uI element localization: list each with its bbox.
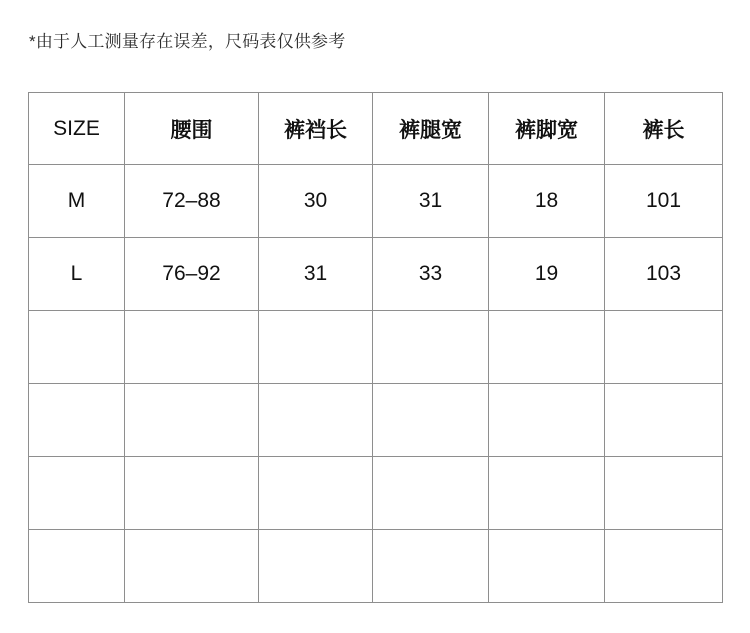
table-row: [29, 384, 723, 457]
cell-empty: [373, 311, 489, 384]
cell-empty: [125, 530, 259, 603]
cell-empty: [605, 311, 723, 384]
row-label-empty: [29, 457, 125, 530]
cell-empty: [373, 457, 489, 530]
table-row: [29, 311, 723, 384]
cell-empty: [125, 311, 259, 384]
row-label-l: L: [29, 238, 125, 311]
cell-empty: [259, 457, 373, 530]
cell-empty: [125, 384, 259, 457]
cell-l-leg-width: 33: [373, 238, 489, 311]
cell-empty: [605, 384, 723, 457]
cell-empty: [489, 311, 605, 384]
cell-m-crotch-length: 30: [259, 165, 373, 238]
header-cell-leg-width: 裤腿宽: [373, 93, 489, 165]
cell-empty: [489, 384, 605, 457]
table-row: [29, 238, 723, 311]
table-row: [29, 165, 723, 238]
cell-empty: [605, 530, 723, 603]
measurement-disclaimer: *由于人工测量存在误差，尺码表仅供参考: [29, 32, 346, 51]
cell-m-leg-width: 31: [373, 165, 489, 238]
cell-l-pant-length: 103: [605, 238, 723, 311]
size-table: [28, 92, 723, 603]
size-table-container: [28, 92, 722, 603]
table-row: [29, 530, 723, 603]
cell-empty: [125, 457, 259, 530]
row-label-m: M: [29, 165, 125, 238]
cell-m-waist: 72–88: [125, 165, 259, 238]
header-cell-size: SIZE: [29, 93, 125, 165]
cell-m-hem-width: 18: [489, 165, 605, 238]
cell-empty: [259, 530, 373, 603]
row-label-empty: [29, 311, 125, 384]
header-cell-crotch-length: 裤裆长: [259, 93, 373, 165]
cell-empty: [605, 457, 723, 530]
cell-empty: [259, 384, 373, 457]
cell-empty: [489, 457, 605, 530]
table-header-row: [29, 93, 723, 165]
cell-empty: [489, 530, 605, 603]
cell-l-crotch-length: 31: [259, 238, 373, 311]
cell-l-waist: 76–92: [125, 238, 259, 311]
cell-empty: [259, 311, 373, 384]
cell-m-pant-length: 101: [605, 165, 723, 238]
row-label-empty: [29, 530, 125, 603]
header-cell-hem-width: 裤脚宽: [489, 93, 605, 165]
table-row: [29, 457, 723, 530]
row-label-empty: [29, 384, 125, 457]
cell-empty: [373, 530, 489, 603]
header-cell-pant-length: 裤长: [605, 93, 723, 165]
cell-empty: [373, 384, 489, 457]
cell-l-hem-width: 19: [489, 238, 605, 311]
header-cell-waist: 腰围: [125, 93, 259, 165]
